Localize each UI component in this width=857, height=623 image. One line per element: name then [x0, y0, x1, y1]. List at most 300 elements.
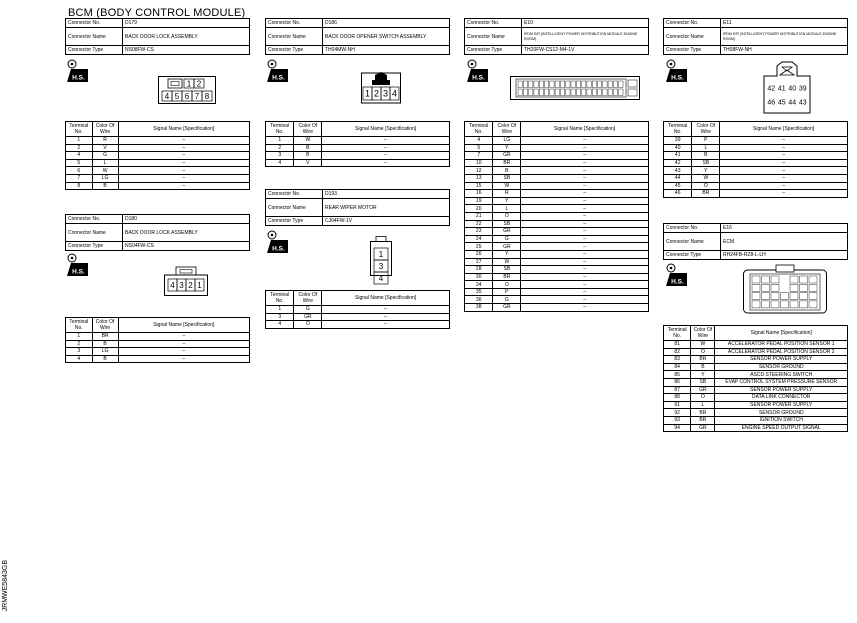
- table-row: [465, 220, 649, 228]
- table-row: [664, 386, 848, 394]
- terminal-cell: 87: [664, 386, 691, 394]
- table-row: [465, 182, 649, 190]
- table-row: [664, 409, 848, 417]
- signal-name-cell: –: [521, 212, 649, 220]
- signal-name-cell: –: [720, 152, 848, 160]
- wire-color-cell: W: [493, 182, 521, 190]
- wire-color-cell: B: [92, 182, 118, 190]
- signal-name-cell: –: [118, 174, 249, 182]
- wire-color-cell: L: [691, 401, 715, 409]
- signal-name-cell: –: [118, 333, 249, 341]
- col-terminal-header: Terminal No.: [66, 122, 93, 137]
- table-row: [465, 174, 649, 182]
- signal-name-cell: –: [118, 348, 249, 356]
- table-header: [664, 122, 848, 137]
- table-row: [266, 159, 450, 167]
- terminal-cell: 93: [664, 416, 691, 424]
- pin-number: 4: [391, 88, 398, 99]
- signal-name-cell: –: [521, 235, 649, 243]
- wire-color-cell: LG: [92, 348, 118, 356]
- signal-name-cell: –: [521, 159, 649, 167]
- signal-table-d186: [265, 121, 450, 167]
- connector-type-label: Connector Type: [266, 46, 323, 55]
- hs-label: H.S.: [472, 74, 485, 82]
- table-row: [664, 363, 848, 371]
- wire-color-cell: O: [691, 348, 715, 356]
- table-row: [465, 205, 649, 213]
- wire-color-cell: W: [692, 174, 720, 182]
- wire-color-cell: B: [294, 152, 322, 160]
- connector-no-label: Connector No.: [465, 19, 522, 28]
- table-row: [66, 333, 250, 341]
- signal-name-cell: –: [322, 321, 450, 329]
- table-row: [465, 159, 649, 167]
- table-row: [66, 340, 250, 348]
- wire-color-cell: Y: [493, 197, 521, 205]
- signal-name-cell: –: [322, 306, 450, 314]
- pin-number: 46: [767, 99, 776, 107]
- table-row: [664, 174, 848, 182]
- terminal-cell: 38: [465, 304, 493, 312]
- terminal-cell: 82: [664, 348, 691, 356]
- connector-name-label: Connector Name: [664, 233, 721, 251]
- connector-name-label: Connector Name: [465, 28, 522, 46]
- signal-name-cell: EVAP CONTROL SYSTEM PRESSURE SENSOR: [715, 378, 848, 386]
- terminal-cell: 44: [664, 174, 692, 182]
- signal-name-cell: –: [521, 182, 649, 190]
- pin-number: 4: [170, 280, 175, 290]
- connector-type-value: TH20FW-CS12-M4-1V: [522, 46, 649, 55]
- connector-info-d180: [65, 214, 250, 251]
- signal-name-cell: IGNITION SWITCH: [715, 416, 848, 424]
- terminal-cell: 1: [66, 137, 93, 145]
- connector-name-value: ECM: [721, 233, 848, 251]
- wire-color-cell: SB: [493, 220, 521, 228]
- connector-name-value: IPDM E/R (INTELLIGENT POWER DISTRIBUTION MODULE ENGINE ROOM): [524, 32, 638, 41]
- col-terminal-header: Terminal No.: [664, 326, 691, 341]
- connector-no-label: Connector No.: [66, 19, 123, 28]
- terminal-cell: 21: [465, 212, 493, 220]
- pin-number: 6: [184, 91, 190, 101]
- table-row: [66, 355, 250, 363]
- terminal-cell: 91: [664, 401, 691, 409]
- terminal-cell: 84: [664, 363, 691, 371]
- connector-face-e10: [510, 76, 640, 100]
- col-terminal-header: Terminal No.: [664, 122, 692, 137]
- wire-color-cell: W: [294, 137, 322, 145]
- terminal-cell: 4: [465, 137, 493, 145]
- connector-type-value: TH04MW-NH: [323, 46, 450, 55]
- signal-name-cell: –: [720, 167, 848, 175]
- terminal-cell: 23: [465, 228, 493, 236]
- table-row: [664, 182, 848, 190]
- connector-name-label: Connector Name: [664, 28, 721, 46]
- connector-no-label: Connector No.: [664, 19, 721, 28]
- terminal-cell: 30: [465, 273, 493, 281]
- hs-label: H.S.: [671, 278, 684, 286]
- terminal-cell: 24: [465, 235, 493, 243]
- connector-type-label: Connector Type: [664, 46, 721, 55]
- signal-name-cell: –: [118, 182, 249, 190]
- table-row: [66, 182, 250, 190]
- wire-color-cell: GR: [691, 424, 715, 432]
- pin-number: 41: [777, 85, 786, 93]
- wire-color-cell: W: [691, 341, 715, 349]
- signal-name-cell: –: [118, 159, 249, 167]
- wire-color-cell: O: [493, 281, 521, 289]
- signal-name-cell: –: [521, 281, 649, 289]
- terminal-cell: 4: [66, 152, 93, 160]
- connector-type-value: NS04FW-CS: [123, 242, 250, 251]
- wire-color-cell: G: [294, 306, 322, 314]
- signal-name-cell: –: [521, 250, 649, 258]
- wire-color-cell: GR: [493, 228, 521, 236]
- connector-type-label: Connector Type: [66, 242, 123, 251]
- signal-name-cell: DATA LINK CONNECTOR: [715, 394, 848, 402]
- connector-no-label: Connector No.: [266, 19, 323, 28]
- signal-name-cell: –: [118, 144, 249, 152]
- hs-icon: [665, 262, 687, 286]
- signal-name-cell: –: [322, 159, 450, 167]
- terminal-cell: 45: [664, 182, 692, 190]
- signal-table-d179: [65, 121, 250, 190]
- terminal-cell: 7: [66, 174, 93, 182]
- connector-info-e11: [663, 18, 848, 55]
- signal-name-cell: –: [118, 152, 249, 160]
- terminal-cell: 25: [465, 243, 493, 251]
- wire-color-cell: B: [493, 167, 521, 175]
- signal-name-cell: –: [521, 288, 649, 296]
- table-row: [465, 296, 649, 304]
- signal-name-cell: –: [521, 137, 649, 145]
- terminal-cell: 6: [66, 167, 93, 175]
- signal-name-cell: SENSOR GROUND: [715, 363, 848, 371]
- signal-name-cell: –: [521, 243, 649, 251]
- pin-number: 45: [777, 99, 786, 107]
- col-signal-header: Signal Name [Specification]: [715, 326, 848, 341]
- terminal-cell: 5: [66, 159, 93, 167]
- table-row: [465, 235, 649, 243]
- pin-number: 1: [197, 280, 202, 290]
- col-signal-header: Signal Name [Specification]: [322, 122, 450, 137]
- pin-number: 1: [364, 88, 371, 99]
- connector-type-value: RH24FB-RZ8-L-LH: [721, 251, 848, 260]
- col-signal-header: Signal Name [Specification]: [720, 122, 848, 137]
- connector-info-d186: [265, 18, 450, 55]
- table-header: [66, 318, 250, 333]
- wire-color-cell: GR: [493, 243, 521, 251]
- col-color-header: Color Of Wire: [294, 291, 322, 306]
- wire-color-cell: L: [692, 144, 720, 152]
- col-color-header: Color Of Wire: [92, 122, 118, 137]
- signal-table-e10: [464, 121, 649, 312]
- terminal-cell: 2: [66, 340, 93, 348]
- pin-number: 40: [788, 85, 797, 93]
- connector-name-value: BACK DOOR LOCK ASSEMBLY: [123, 28, 250, 46]
- signal-name-cell: –: [720, 137, 848, 145]
- wire-color-cell: O: [294, 321, 322, 329]
- pin-number: 2: [196, 79, 202, 89]
- wire-color-cell: BR: [92, 333, 118, 341]
- signal-name-cell: –: [720, 190, 848, 198]
- signal-name-cell: –: [521, 258, 649, 266]
- signal-name-cell: ACCELERATOR PEDAL POSITION SENSOR 1: [715, 341, 848, 349]
- signal-name-cell: –: [521, 296, 649, 304]
- table-row: [465, 228, 649, 236]
- table-row: [664, 416, 848, 424]
- wire-color-cell: Y: [493, 250, 521, 258]
- wire-color-cell: R: [493, 190, 521, 198]
- wire-color-cell: B: [92, 355, 118, 363]
- table-header: [266, 122, 450, 137]
- pin-number: 42: [767, 85, 776, 93]
- signal-name-cell: –: [322, 144, 450, 152]
- wire-color-cell: GR: [691, 386, 715, 394]
- hs-icon: [66, 252, 88, 276]
- terminal-cell: 46: [664, 190, 692, 198]
- terminal-cell: 43: [664, 167, 692, 175]
- wire-color-cell: Y: [692, 167, 720, 175]
- hs-label: H.S.: [671, 74, 684, 82]
- hs-icon: [466, 58, 488, 82]
- terminal-cell: 4: [266, 321, 294, 329]
- col-terminal-header: Terminal No.: [465, 122, 493, 137]
- wire-color-cell: B: [692, 152, 720, 160]
- wire-color-cell: BR: [493, 159, 521, 167]
- wire-color-cell: L: [493, 205, 521, 213]
- signal-name-cell: SENSOR POWER SUPPLY: [715, 401, 848, 409]
- table-header: [465, 122, 649, 137]
- terminal-cell: 39: [664, 137, 692, 145]
- signal-name-cell: –: [322, 152, 450, 160]
- connector-no-label: Connector No.: [664, 224, 721, 233]
- terminal-cell: 27: [465, 258, 493, 266]
- connector-name-value: IPDM E/R (INTELLIGENT POWER DISTRIBUTION MODULE ENGINE ROOM): [723, 32, 837, 41]
- connector-name-value: BACK DOOR LOCK ASSEMBLY: [123, 224, 250, 242]
- table-row: [66, 152, 250, 160]
- wire-color-cell: Y: [691, 371, 715, 379]
- pin-number: 5: [174, 91, 180, 101]
- signal-name-cell: –: [521, 152, 649, 160]
- signal-name-cell: SENSOR POWER SUPPLY: [715, 386, 848, 394]
- wire-color-cell: P: [692, 137, 720, 145]
- terminal-cell: 83: [664, 356, 691, 364]
- table-row: [664, 167, 848, 175]
- signal-name-cell: –: [521, 266, 649, 274]
- wire-color-cell: GR: [493, 304, 521, 312]
- terminal-cell: 81: [664, 341, 691, 349]
- table-row: [465, 281, 649, 289]
- table-row: [664, 401, 848, 409]
- connector-type-label: Connector Type: [266, 217, 323, 226]
- wire-color-cell: SB: [691, 378, 715, 386]
- signal-table-d180: [65, 317, 250, 363]
- wire-color-cell: BR: [691, 356, 715, 364]
- signal-name-cell: SENSOR GROUND: [715, 409, 848, 417]
- signal-name-cell: –: [118, 137, 249, 145]
- terminal-cell: 3: [266, 152, 294, 160]
- terminal-cell: 2: [66, 144, 93, 152]
- connector-no-label: Connector No.: [66, 215, 123, 224]
- table-row: [266, 306, 450, 314]
- connector-name-label: Connector Name: [66, 224, 123, 242]
- table-row: [664, 190, 848, 198]
- hs-label: H.S.: [72, 74, 85, 82]
- table-row: [465, 152, 649, 160]
- wire-color-cell: B: [294, 144, 322, 152]
- signal-table-d193: [265, 290, 450, 329]
- connector-type-label: Connector Type: [465, 46, 522, 55]
- col-signal-header: Signal Name [Specification]: [118, 122, 249, 137]
- terminal-cell: 1: [266, 137, 294, 145]
- connector-info-e10: [464, 18, 649, 55]
- wire-color-cell: O: [691, 394, 715, 402]
- connector-name-value: BACK DOOR OPENER SWITCH ASSEMBLY: [323, 28, 450, 46]
- wire-color-cell: P: [493, 288, 521, 296]
- wire-color-cell: B: [92, 340, 118, 348]
- terminal-cell: 8: [66, 182, 93, 190]
- wire-color-cell: SB: [493, 174, 521, 182]
- table-row: [664, 378, 848, 386]
- table-row: [266, 321, 450, 329]
- table-row: [266, 137, 450, 145]
- hs-label: H.S.: [72, 268, 85, 276]
- table-row: [66, 348, 250, 356]
- connector-info-d179: [65, 18, 250, 55]
- connector-name-label: Connector Name: [266, 28, 323, 46]
- wire-color-cell: BR: [692, 190, 720, 198]
- terminal-cell: 34: [465, 281, 493, 289]
- wire-color-cell: B: [691, 363, 715, 371]
- connector-name-label: Connector Name: [66, 28, 123, 46]
- table-row: [266, 152, 450, 160]
- col-color-header: Color Of Wire: [493, 122, 521, 137]
- pin-number: 39: [798, 85, 807, 93]
- connector-face-d186: [358, 72, 404, 104]
- table-row: [465, 144, 649, 152]
- terminal-cell: 4: [266, 159, 294, 167]
- signal-name-cell: –: [521, 228, 649, 236]
- terminal-cell: 86: [664, 378, 691, 386]
- terminal-cell: 3: [66, 348, 93, 356]
- terminal-cell: 92: [664, 409, 691, 417]
- terminal-cell: 88: [664, 394, 691, 402]
- terminal-cell: 28: [465, 266, 493, 274]
- connector-info-e16: [663, 223, 848, 260]
- signal-name-cell: –: [322, 313, 450, 321]
- hs-icon: [266, 229, 288, 253]
- col-color-header: Color Of Wire: [92, 318, 118, 333]
- terminal-cell: 1: [66, 333, 93, 341]
- connector-face-d193: [368, 236, 394, 283]
- pin-number: 3: [179, 280, 184, 290]
- connector-type-value: TH08FW-NH: [721, 46, 848, 55]
- wire-color-cell: GR: [493, 152, 521, 160]
- wire-color-cell: W: [493, 258, 521, 266]
- table-row: [66, 167, 250, 175]
- terminal-cell: 42: [664, 159, 692, 167]
- table-row: [465, 288, 649, 296]
- wire-color-cell: SB: [692, 159, 720, 167]
- connector-face-d180: [164, 266, 208, 296]
- signal-name-cell: –: [521, 220, 649, 228]
- connector-info-d193: [265, 189, 450, 226]
- terminal-cell: 2: [266, 144, 294, 152]
- terminal-cell: 3: [266, 313, 294, 321]
- terminal-cell: 36: [465, 296, 493, 304]
- table-row: [465, 190, 649, 198]
- pin-number: 2: [188, 280, 193, 290]
- col-signal-header: Signal Name [Specification]: [521, 122, 649, 137]
- col-color-header: Color Of Wire: [692, 122, 720, 137]
- wire-color-cell: LG: [493, 137, 521, 145]
- pin-number: 43: [798, 99, 807, 107]
- signal-table-e16: [663, 325, 848, 432]
- table-row: [664, 159, 848, 167]
- table-row: [266, 144, 450, 152]
- connector-type-value: NS08FW-CS: [123, 46, 250, 55]
- signal-name-cell: –: [322, 137, 450, 145]
- pin-number: 4: [378, 273, 384, 283]
- wire-color-cell: G: [92, 152, 118, 160]
- signal-name-cell: ACCELERATOR PEDAL POSITION SENSOR 2: [715, 348, 848, 356]
- table-header: [664, 326, 848, 341]
- terminal-cell: 85: [664, 371, 691, 379]
- terminal-cell: 19: [465, 197, 493, 205]
- wire-color-cell: V: [294, 159, 322, 167]
- wire-color-cell: G: [493, 296, 521, 304]
- table-row: [664, 424, 848, 432]
- terminal-cell: 15: [465, 182, 493, 190]
- terminal-cell: 40: [664, 144, 692, 152]
- wire-color-cell: BR: [691, 409, 715, 417]
- pin-number: 1: [186, 79, 192, 89]
- pin-number: 1: [378, 249, 384, 259]
- table-row: [664, 356, 848, 364]
- connector-type-value: CJ04FW-1V: [323, 217, 450, 226]
- table-row: [66, 174, 250, 182]
- terminal-cell: 1: [266, 306, 294, 314]
- table-row: [664, 144, 848, 152]
- pin-number: 3: [382, 88, 389, 99]
- signal-name-cell: –: [521, 205, 649, 213]
- signal-name-cell: –: [521, 174, 649, 182]
- connector-name-value: REAR WIPER MOTOR: [323, 199, 450, 217]
- signal-name-cell: –: [521, 190, 649, 198]
- connector-no-value: D180: [123, 215, 250, 224]
- signal-name-cell: –: [521, 197, 649, 205]
- wire-color-cell: V: [92, 144, 118, 152]
- document-code: JRMWE5843GB: [2, 560, 9, 612]
- col-color-header: Color Of Wire: [294, 122, 322, 137]
- terminal-cell: 20: [465, 205, 493, 213]
- connector-face-e11: [758, 62, 816, 114]
- connector-no-value: E11: [721, 19, 848, 28]
- hs-label: H.S.: [272, 245, 285, 253]
- wire-color-cell: BR: [691, 416, 715, 424]
- col-terminal-header: Terminal No.: [266, 122, 294, 137]
- table-row: [66, 137, 250, 145]
- signal-name-cell: –: [521, 144, 649, 152]
- wire-color-cell: GR: [294, 313, 322, 321]
- connector-no-value: D186: [323, 19, 450, 28]
- terminal-cell: 10: [465, 159, 493, 167]
- signal-name-cell: –: [720, 144, 848, 152]
- table-row: [465, 273, 649, 281]
- page-title: BCM (BODY CONTROL MODULE): [68, 7, 246, 19]
- table-row: [465, 243, 649, 251]
- table-row: [465, 258, 649, 266]
